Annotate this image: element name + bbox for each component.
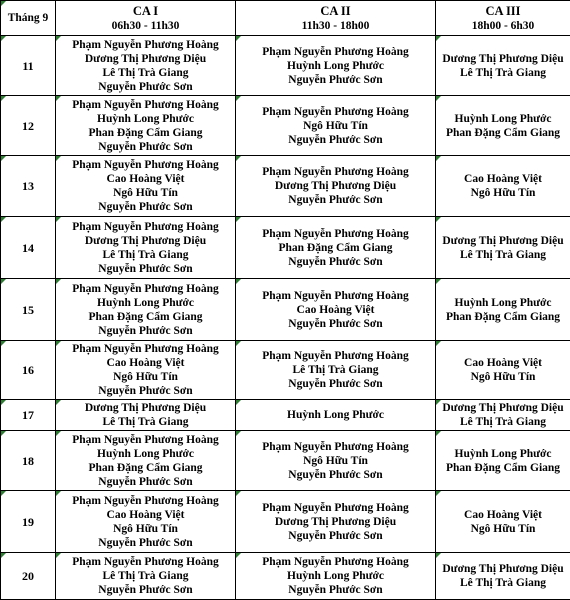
staff-name: Dương Thị Phương Diệu (236, 179, 435, 193)
staff-name: Nguyễn Phước Sơn (56, 80, 235, 94)
staff-name: Phan Đặng Cẩm Giang (56, 310, 235, 324)
shift-name: CA II (236, 4, 435, 19)
staff-name: Huỳnh Long Phước (56, 112, 235, 126)
shift-name: CA I (56, 4, 235, 19)
staff-name: Phạm Nguyễn Phương Hoàng (236, 289, 435, 303)
staff-name: Dương Thị Phương Diệu (436, 234, 570, 248)
shift-cell-3 (436, 36, 570, 96)
staff-name: Phạm Nguyễn Phương Hoàng (236, 45, 435, 59)
staff-name: Dương Thị Phương Diệu (56, 52, 235, 66)
staff-name: Lê Thị Trà Giang (436, 248, 570, 262)
staff-name: Ngô Hữu Tín (436, 370, 570, 384)
table-row (1, 431, 570, 491)
staff-name: Phan Đặng Cẩm Giang (436, 310, 570, 324)
staff-name: Dương Thị Phương Diệu (436, 562, 570, 576)
shift-cell-1 (56, 341, 236, 400)
table-row (1, 341, 570, 400)
staff-name: Cao Hoàng Việt (236, 303, 435, 317)
shift-cell-1 (56, 217, 236, 279)
staff-name: Phạm Nguyễn Phương Hoàng (56, 555, 235, 569)
shift-header-2 (236, 1, 436, 36)
shift-cell-1 (56, 96, 236, 156)
staff-name: Ngô Hữu Tín (236, 454, 435, 468)
table-row (1, 156, 570, 217)
staff-name: Phạm Nguyễn Phương Hoàng (56, 494, 235, 508)
staff-name: Phan Đặng Cẩm Giang (56, 126, 235, 140)
staff-name: Nguyễn Phước Sơn (56, 384, 235, 398)
table-row (1, 553, 570, 600)
shift-cell-2 (236, 36, 436, 96)
staff-name: Phan Đặng Cẩm Giang (236, 241, 435, 255)
staff-name: Dương Thị Phương Diệu (56, 401, 235, 415)
staff-name: Phạm Nguyễn Phương Hoàng (56, 342, 235, 356)
staff-name: Nguyễn Phước Sơn (236, 317, 435, 331)
staff-name: Nguyễn Phước Sơn (56, 583, 235, 597)
staff-name: Phạm Nguyễn Phương Hoàng (236, 227, 435, 241)
day-cell: 15 (1, 279, 56, 341)
shift-cell-1 (56, 400, 236, 431)
staff-name: Lê Thị Trà Giang (56, 248, 235, 262)
shift-cell-1 (56, 553, 236, 600)
staff-name: Phan Đặng Cẩm Giang (436, 461, 570, 475)
shift-cell-3 (436, 553, 570, 600)
shift-cell-2 (236, 156, 436, 217)
shift-cell-2 (236, 553, 436, 600)
staff-name: Phạm Nguyễn Phương Hoàng (236, 349, 435, 363)
staff-name: Phạm Nguyễn Phương Hoàng (56, 98, 235, 112)
staff-name: Lê Thị Trà Giang (236, 363, 435, 377)
shift-cell-2 (236, 400, 436, 431)
day-cell: 13 (1, 156, 56, 217)
staff-name: Cao Hoàng Việt (436, 172, 570, 186)
staff-name: Phạm Nguyễn Phương Hoàng (236, 440, 435, 454)
staff-name: Cao Hoàng Việt (436, 356, 570, 370)
staff-name: Huỳnh Long Phước (436, 296, 570, 310)
shift-cell-2 (236, 341, 436, 400)
day-cell: 20 (1, 553, 56, 600)
shift-cell-2 (236, 491, 436, 553)
staff-name: Ngô Hữu Tín (436, 186, 570, 200)
table-row (1, 279, 570, 341)
staff-name: Nguyễn Phước Sơn (56, 324, 235, 338)
shift-cell-3 (436, 217, 570, 279)
staff-name: Lê Thị Trà Giang (56, 569, 235, 583)
staff-name: Nguyễn Phước Sơn (236, 377, 435, 391)
day-cell: 19 (1, 491, 56, 553)
staff-name: Dương Thị Phương Diệu (236, 515, 435, 529)
shift-name: CA III (436, 4, 570, 19)
staff-name: Huỳnh Long Phước (236, 569, 435, 583)
shift-cell-3 (436, 341, 570, 400)
staff-name: Nguyễn Phước Sơn (56, 475, 235, 489)
table-row (1, 491, 570, 553)
staff-name: Nguyễn Phước Sơn (236, 133, 435, 147)
shift-cell-3 (436, 96, 570, 156)
day-cell: 14 (1, 217, 56, 279)
table-row (1, 36, 570, 96)
staff-name: Nguyễn Phước Sơn (236, 583, 435, 597)
shift-header-1 (56, 1, 236, 36)
staff-name: Lê Thị Trà Giang (436, 415, 570, 429)
shift-cell-3 (436, 156, 570, 217)
shift-time: 18h00 - 6h30 (436, 19, 570, 33)
staff-name: Nguyễn Phước Sơn (236, 73, 435, 87)
shift-cell-1 (56, 156, 236, 217)
staff-name: Cao Hoàng Việt (56, 172, 235, 186)
shift-cell-1 (56, 431, 236, 491)
staff-name: Cao Hoàng Việt (56, 508, 235, 522)
shift-cell-3 (436, 431, 570, 491)
shift-cell-2 (236, 96, 436, 156)
staff-name: Phạm Nguyễn Phương Hoàng (56, 282, 235, 296)
staff-name: Cao Hoàng Việt (56, 356, 235, 370)
shift-cell-2 (236, 279, 436, 341)
staff-name: Phạm Nguyễn Phương Hoàng (236, 555, 435, 569)
shift-cell-1 (56, 36, 236, 96)
shift-cell-3 (436, 491, 570, 553)
shift-cell-1 (56, 491, 236, 553)
day-cell: 17 (1, 400, 56, 431)
staff-name: Nguyễn Phước Sơn (56, 536, 235, 550)
staff-name: Dương Thị Phương Diệu (56, 234, 235, 248)
staff-name: Phạm Nguyễn Phương Hoàng (236, 165, 435, 179)
staff-name: Ngô Hữu Tín (56, 522, 235, 536)
staff-name: Phạm Nguyễn Phương Hoàng (56, 433, 235, 447)
staff-name: Phạm Nguyễn Phương Hoàng (56, 158, 235, 172)
staff-name: Huỳnh Long Phước (56, 296, 235, 310)
staff-name: Ngô Hữu Tín (236, 119, 435, 133)
staff-name: Phạm Nguyễn Phương Hoàng (56, 38, 235, 52)
staff-name: Nguyễn Phước Sơn (236, 529, 435, 543)
staff-name: Huỳnh Long Phước (436, 112, 570, 126)
staff-name: Nguyễn Phước Sơn (236, 193, 435, 207)
staff-name: Lê Thị Trà Giang (56, 415, 235, 429)
staff-name: Nguyễn Phước Sơn (56, 140, 235, 154)
shift-header-3 (436, 1, 570, 36)
shift-time: 06h30 - 11h30 (56, 19, 235, 33)
staff-name: Phạm Nguyễn Phương Hoàng (56, 220, 235, 234)
shift-cell-3 (436, 279, 570, 341)
staff-name: Dương Thị Phương Diệu (436, 401, 570, 415)
day-cell: 12 (1, 96, 56, 156)
staff-name: Nguyễn Phước Sơn (56, 262, 235, 276)
staff-name: Huỳnh Long Phước (56, 447, 235, 461)
staff-name: Lê Thị Trà Giang (56, 66, 235, 80)
staff-name: Lê Thị Trà Giang (436, 576, 570, 590)
staff-name: Huỳnh Long Phước (236, 59, 435, 73)
table-row (1, 96, 570, 156)
staff-name: Huỳnh Long Phước (436, 447, 570, 461)
table-row (1, 400, 570, 431)
shift-cell-3 (436, 400, 570, 431)
staff-name: Nguyễn Phước Sơn (236, 468, 435, 482)
staff-name: Cao Hoàng Việt (436, 508, 570, 522)
staff-name: Ngô Hữu Tín (436, 522, 570, 536)
table-row (1, 217, 570, 279)
staff-name: Ngô Hữu Tín (56, 370, 235, 384)
day-cell: 18 (1, 431, 56, 491)
month-header: Tháng 9 (1, 1, 56, 36)
staff-name: Huỳnh Long Phước (236, 408, 435, 422)
header-row (1, 1, 570, 36)
day-cell: 16 (1, 341, 56, 400)
shift-time: 11h30 - 18h00 (236, 19, 435, 33)
staff-name: Ngô Hữu Tín (56, 186, 235, 200)
shift-cell-1 (56, 279, 236, 341)
staff-name: Nguyễn Phước Sơn (56, 200, 235, 214)
staff-name: Phạm Nguyễn Phương Hoàng (236, 105, 435, 119)
shift-cell-2 (236, 217, 436, 279)
staff-name: Phạm Nguyễn Phương Hoàng (236, 501, 435, 515)
staff-name: Phan Đặng Cẩm Giang (436, 126, 570, 140)
staff-name: Nguyễn Phước Sơn (236, 255, 435, 269)
shift-cell-2 (236, 431, 436, 491)
schedule-body (1, 36, 570, 600)
staff-name: Lê Thị Trà Giang (436, 66, 570, 80)
staff-name: Phan Đặng Cẩm Giang (56, 461, 235, 475)
staff-name: Dương Thị Phương Diệu (436, 52, 570, 66)
day-cell: 11 (1, 36, 56, 96)
